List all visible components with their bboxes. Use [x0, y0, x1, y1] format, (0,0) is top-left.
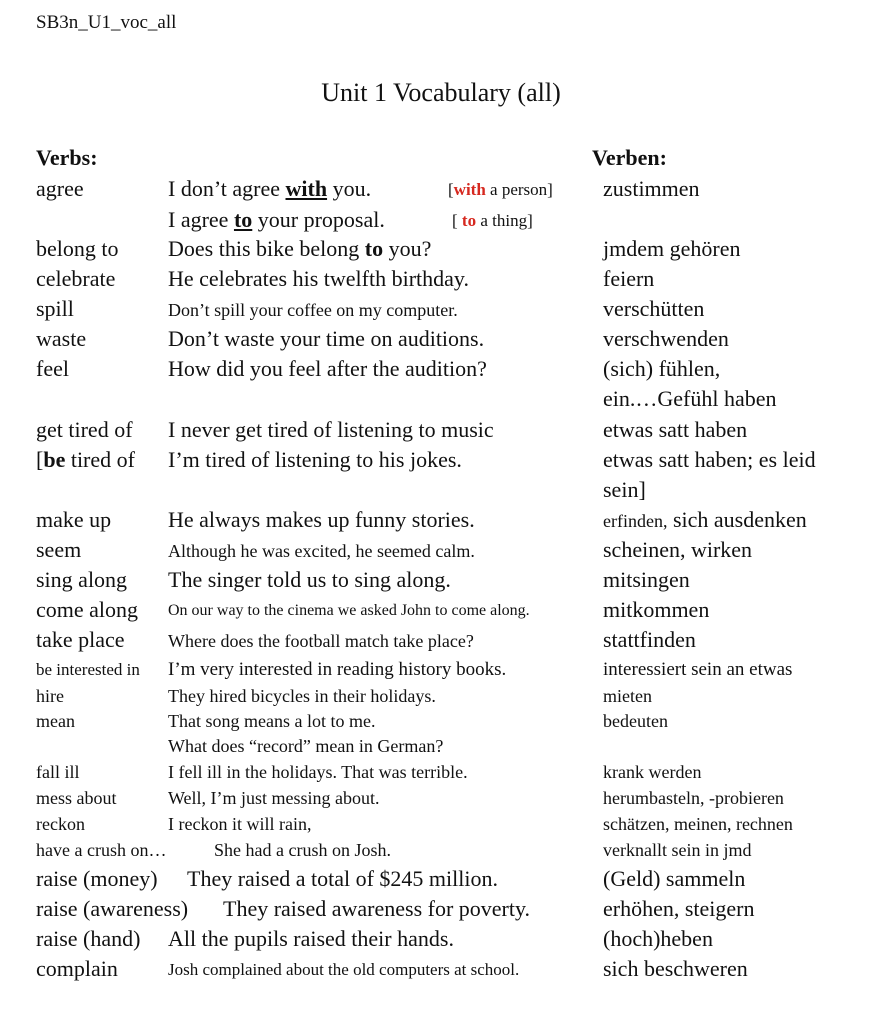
vocab-word: make up: [36, 507, 112, 532]
vocab-example: The singer told us to sing along.: [168, 567, 451, 592]
vocab-translation: jmdem gehören: [603, 236, 741, 261]
vocab-translation: sich beschweren: [603, 956, 748, 981]
word-text: tired of: [65, 447, 135, 472]
vocab-example: Don’t spill your coffee on my computer.: [168, 300, 458, 320]
vocab-translation: ein.…Gefühl haben: [603, 386, 777, 411]
example-text: I don’t agree: [168, 176, 286, 201]
translation-text: sich ausdenken: [667, 507, 807, 532]
note-text: [: [448, 180, 454, 199]
vocab-example: [168, 176, 371, 202]
vocab-word: belong to: [36, 236, 119, 261]
vocab-word: waste: [36, 326, 87, 351]
vocab-example: Don’t waste your time on auditions.: [168, 326, 485, 351]
word-be: be: [43, 447, 66, 472]
vocab-translation: mieten: [603, 686, 652, 706]
vocab-example: On our way to the cinema we asked John to come along.: [168, 602, 530, 619]
example-text: Does this bike belong: [168, 236, 365, 261]
verben-header: Verben:: [592, 145, 667, 170]
example-text: I agree: [168, 207, 234, 232]
vocab-example: They hired bicycles in their holidays.: [168, 686, 436, 706]
vocab-word: raise (money): [36, 866, 158, 891]
vocab-word: be interested in: [36, 660, 140, 679]
vocab-word: agree: [36, 176, 84, 201]
vocab-translation: bedeuten: [603, 711, 668, 731]
vocab-word: sing along: [36, 567, 128, 592]
vocab-example: He celebrates his twelfth birthday.: [168, 266, 469, 291]
vocab-example: I reckon it will rain,: [168, 814, 312, 834]
vocab-example: They raised a total of $245 million.: [187, 866, 498, 891]
note-text: [: [452, 211, 462, 230]
vocab-example: He always makes up funny stories.: [168, 507, 475, 532]
vocab-word: have a crush on…: [36, 840, 167, 860]
vocab-translation: herumbasteln, -probieren: [603, 788, 784, 808]
verbs-header: Verbs:: [36, 145, 98, 170]
vocab-translation: mitsingen: [603, 567, 690, 592]
vocab-translation: etwas satt haben; es leid: [603, 447, 816, 472]
vocab-word: seem: [36, 537, 82, 562]
vocab-example: I fell ill in the holidays. That was terrible.: [168, 762, 468, 782]
usage-note: [448, 180, 553, 200]
example-to: to: [233, 207, 253, 232]
vocab-example: I’m very interested in reading history books.: [168, 659, 507, 680]
note-keyword: to: [461, 211, 477, 230]
vocab-example: I’m tired of listening to his jokes.: [168, 447, 462, 472]
vocab-word: celebrate: [36, 266, 116, 291]
vocab-example: How did you feel after the audition?: [168, 356, 487, 381]
vocab-translation: etwas satt haben: [603, 417, 748, 442]
vocab-word: take place: [36, 627, 125, 652]
note-keyword: with: [453, 180, 486, 199]
usage-note: [452, 211, 533, 231]
vocab-translation: (sich) fühlen,: [603, 356, 721, 381]
vocab-translation: [603, 507, 807, 533]
vocab-word: get tired of: [36, 417, 133, 442]
vocab-translation: schätzen, meinen, rechnen: [603, 814, 793, 834]
example-text: you.: [327, 176, 372, 201]
vocab-word: reckon: [36, 814, 85, 834]
vocab-translation: sein]: [603, 477, 646, 502]
vocab-example: She had a crush on Josh.: [214, 840, 391, 860]
example-text: you?: [383, 236, 432, 261]
word-text: [: [36, 447, 44, 472]
example-text: your proposal.: [252, 207, 385, 232]
example-to: to: [364, 236, 384, 261]
vocab-example: That song means a lot to me.: [168, 711, 376, 731]
doc-id: SB3n_U1_voc_all: [36, 12, 177, 33]
vocab-word: complain: [36, 956, 118, 981]
vocab-translation: zustimmen: [603, 176, 700, 201]
vocab-translation: scheinen, wirken: [603, 537, 753, 562]
vocab-translation: verknallt sein in jmd: [603, 840, 752, 860]
vocab-translation: (Geld) sammeln: [603, 866, 746, 891]
vocab-word: spill: [36, 296, 74, 321]
vocab-word: mess about: [36, 788, 117, 808]
vocab-translation: verschwenden: [603, 326, 729, 351]
vocab-example: [168, 236, 431, 262]
vocab-translation: verschütten: [603, 296, 705, 321]
vocab-translation: krank werden: [603, 762, 702, 782]
vocab-word: fall ill: [36, 762, 80, 782]
vocab-translation: mitkommen: [603, 597, 710, 622]
vocab-word: raise (awareness): [36, 896, 189, 921]
vocab-example: All the pupils raised their hands.: [168, 926, 454, 951]
vocab-word: come along: [36, 597, 139, 622]
page-title: Unit 1 Vocabulary (all): [321, 78, 561, 107]
vocab-word: raise (hand): [36, 926, 141, 951]
vocab-translation: interessiert sein an etwas: [603, 659, 793, 680]
vocab-word: feel: [36, 356, 69, 381]
vocab-translation: feiern: [603, 266, 655, 291]
vocab-translation: (hoch)heben: [603, 926, 713, 951]
vocab-word: hire: [36, 686, 64, 706]
vocab-example: I never get tired of listening to music: [168, 417, 494, 442]
vocab-example: [168, 207, 385, 233]
vocab-example: Well, I’m just messing about.: [168, 788, 380, 808]
translation-text: erfinden,: [603, 511, 668, 531]
vocab-example: Where does the football match take place?: [168, 631, 474, 651]
vocab-translation: stattfinden: [603, 627, 696, 652]
vocab-example: They raised awareness for poverty.: [223, 896, 531, 921]
vocab-translation: erhöhen, steigern: [603, 896, 755, 921]
vocab-word: [36, 447, 135, 473]
vocab-example: Josh complained about the old computers at school.: [168, 960, 520, 979]
example-with: with: [285, 176, 328, 201]
note-text: a person]: [485, 180, 553, 199]
vocab-word: mean: [36, 711, 75, 731]
vocab-example: Although he was excited, he seemed calm.: [168, 541, 475, 561]
note-text: a thing]: [476, 211, 533, 230]
vocab-example: What does “record” mean in German?: [168, 736, 444, 756]
